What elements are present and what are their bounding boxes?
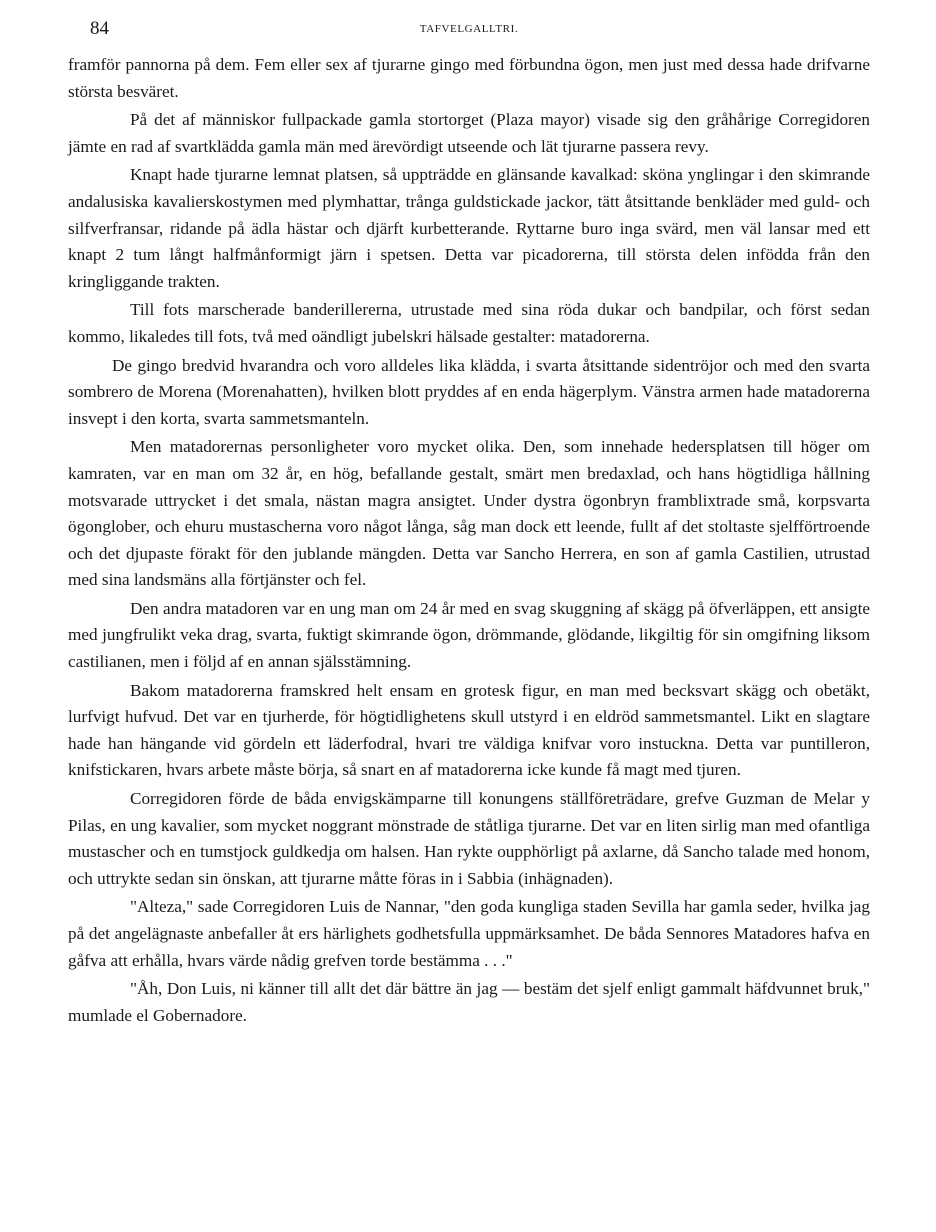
page-number: 84: [90, 18, 109, 39]
running-title: TAFVELGALLTRI.: [419, 23, 519, 35]
paragraph: Men matadorernas personligheter voro mycket olika. Den, som innehade hedersplatsen till höger om kamraten, var en man om 32 år, en hög, befallande gestalt, smärt men bredaxlad, och hans högtidliga hållning motsvarade uttrycket i det smala, nästan magra ansigtet. Under dystra ögonbryn framblixtrade små, korpsvarta ögonglober, och ehuru mustascherna voro något långa, såg man dock ett leende, fullt af det stoltaste sjelfförtroende och det djupaste förakt för den jublande mängden. Detta var Sancho Herrera, en son af gamla Castilien, utrustad med sina landsmäns alla förtjänster och fel.: [68, 437, 870, 590]
paragraph: Corregidoren förde de båda envigskämparne till konungens ställföreträdare, grefve Guzman de Melar y Pilas, en ung kavalier, som mycket noggrant mönstrade de ståtliga tjurarne. Det var en liten sirlig man med ofantliga mustascher och en tumstjock guldkedja om halsen. Han rykte oupphörligt på axlarne, då Sancho talade med honom, och uttrykte sedan sin önskan, att tjurarne måtte föras in i Sabbia (inhägnaden).: [68, 789, 870, 888]
paragraph: Knapt hade tjurarne lemnat platsen, så uppträdde en glänsande kavalkad: sköna ynglingar i den skimrande andalusiska kavalierskostymen med plymhattar, trånga guldstickade jackor, tätt åtsittande benkläder med guld- och silfverfransar, ridande på ädla hästar och djärft kurbetterande. Ryttarne buro inga svärd, men väl lansar med ett knapt 2 tum långt halfmånformigt järn i spetsen. Detta var picadorerna, till största delen infödda från den kringliggande trakten.: [68, 165, 870, 291]
paragraph: Bakom matadorerna framskred helt ensam en grotesk figur, en man med becksvart skägg och obetäkt, lurfvigt hufvud. Det var en tjurherde, för högtidlighetens skull utstyrd i en eldröd sammetsmantel. Likt en slagtare hade han hängande vid gördeln ett läderfodral, hvari tre väldiga knifvar voro instuckna. Detta var puntilleron, knifstickaren, hvars arbete måste börja, så snart en af matadorerna icke kunde få magt med tjuren.: [68, 680, 870, 780]
paragraph: De gingo bredvid hvarandra och voro alldeles lika klädda, i svarta åtsittande sidentröjor och med den svarta sombrero de Morena (Morenahatten), hvilken blott pryddes af en enda hägerplym. Vänstra armen hade matadorerna insvept i den korta, svarta sammetsmanteln.: [68, 355, 870, 428]
paragraph: Den andra matadoren var en ung man om 24 år med en svag skuggning af skägg på öfverläppen, ett ansigte med jungfrulikt veka drag, svarta, fuktigt skimrande ögon, drömmande, glödande, likgiltig för sin omgifning liksom castilianen, men i följd af en annan själsstämning.: [68, 598, 870, 672]
paragraph: "Åh, Don Luis, ni känner till allt det där bättre än jag — bestäm det sjelf enligt gammalt häfdvunnet bruk," mumlade el Gobernadore.: [68, 979, 870, 1025]
paragraph: "Alteza," sade Corregidoren Luis de Nannar, "den goda kungliga staden Sevilla har gamla seder, hvilka jag på det angelägnaste anbefaller åt ers härlighets godhetsfulla uppmärksamhet. De båda Sennores Matadores hafva en gåfva att erhålla, hvars värde nådig grefven torde bestämma . . .": [68, 897, 870, 970]
book-page: [68, 18, 870, 1031]
paragraph: På det af människor fullpackade gamla stortorget (Plaza mayor) visade sig den gråhårige Corregidoren jämte en rad af svartklädda gamla män med ärevördigt utseende och lät tjurarne passera revy.: [68, 110, 870, 156]
running-head: [68, 18, 870, 44]
paragraph: framför pannorna på dem. Fem eller sex af tjurarne gingo med förbundna ögon, men just med dessa hade drifvarne största besväret.: [68, 55, 870, 101]
paragraph: Till fots marscherade banderillererna, utrustade med sina röda dukar och bandpilar, och först sedan kommo, likaledes till fots, två med oändligt jubelskri hälsade gestalter: matadorerna.: [68, 300, 870, 346]
body-text: [68, 52, 870, 1029]
